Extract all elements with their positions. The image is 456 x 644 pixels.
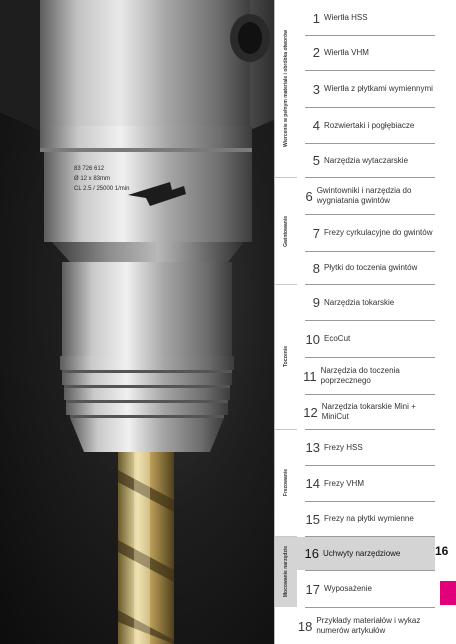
toc-item-7[interactable] [297, 215, 435, 251]
group-milling[interactable] [275, 430, 297, 536]
toc-number: 16 [304, 546, 319, 561]
toc-number: 9 [312, 295, 320, 310]
toc-item-10[interactable] [297, 321, 435, 357]
toc-item-1[interactable] [297, 2, 435, 34]
toc-item-16-active[interactable] [296, 537, 435, 570]
engraving-line-1: 83 726 612 [74, 166, 105, 172]
section-color-tab[interactable] [440, 581, 456, 605]
toc-label: Płytki do toczenia gwintów [324, 263, 418, 273]
toc-item-3[interactable] [297, 71, 435, 107]
toc-item-2[interactable] [297, 36, 435, 69]
toc-number: 5 [312, 153, 320, 168]
toc-label: Frezy VHM [324, 478, 364, 488]
group-threading[interactable] [275, 178, 297, 284]
toc-label: Rozwiertaki i pogłębiacze [324, 120, 415, 130]
toc-number: 15 [305, 511, 320, 527]
toc-item-9[interactable] [297, 285, 435, 320]
group-label-milling: Frezowanie [282, 469, 289, 497]
toc-number: 13 [305, 440, 320, 455]
toc-item-5[interactable] [297, 144, 435, 177]
toc-label: Wiertła HSS [324, 13, 368, 23]
toc-number: 11 [303, 368, 317, 384]
toc-number: 7 [312, 225, 320, 241]
toc-item-6[interactable] [297, 178, 435, 214]
engraving-line-3: CL 2.5 / 25000 1/min [74, 186, 130, 192]
toc-item-4[interactable] [297, 108, 435, 143]
toc-number: 18 [297, 618, 313, 634]
toc-number: 2 [312, 45, 320, 60]
toc-item-13[interactable] [297, 430, 435, 465]
toc-label: Przykłady materiałów i wykaz numerów artykułów [316, 616, 421, 635]
group-clamping[interactable] [275, 537, 297, 607]
toc-label: EcoCut [324, 334, 351, 344]
toc-item-12[interactable] [297, 395, 435, 429]
group-turning[interactable] [275, 285, 297, 429]
toc-number: 3 [312, 81, 320, 97]
toc-label: Frezy na płytki wymienne [324, 514, 414, 524]
toc-label: Wiertła VHM [324, 47, 369, 57]
toc-label: Narzędzia do toczenia poprzecznego [320, 366, 400, 385]
toc-item-17[interactable] [297, 571, 435, 607]
toc-number: 14 [305, 476, 320, 491]
current-section-number: 16 [435, 544, 449, 558]
toc-label: Uchwyty narzędziowe [323, 548, 401, 558]
group-drilling[interactable] [275, 0, 297, 177]
section-group-sidebar [275, 0, 297, 644]
toc-item-18[interactable] [297, 608, 435, 644]
group-label-threading: Gwintowanie [282, 215, 289, 247]
group-label-clamping: Mocowanie narzędzie [282, 546, 289, 598]
toc-label: Gwintowniki i narzędzia do wygniatania gwintów [316, 186, 412, 205]
group-label-drilling: Wiercenie w pełnym materiale i obróbka otworów [282, 30, 289, 147]
toc-item-15[interactable] [297, 502, 435, 536]
toc-number: 17 [305, 581, 320, 597]
toc-number: 8 [312, 260, 320, 276]
toc-label: Wyposażenie [324, 584, 372, 594]
toc-item-11[interactable] [297, 358, 435, 394]
toc-number: 6 [305, 188, 313, 204]
toc-label: Narzędzia tokarskie [324, 297, 395, 307]
toc-number: 1 [312, 10, 320, 26]
toc-label: Frezy cyrkulacyjne do gwintów [324, 228, 433, 238]
toc-number: 12 [303, 404, 318, 420]
toc-label: Wiertła z płytkami wymiennymi [324, 84, 433, 94]
table-of-contents [297, 0, 437, 644]
group-label-turning: Toczenie [282, 346, 289, 368]
toc-item-8[interactable] [297, 252, 435, 284]
engraving-line-2: Ø 12 x 83mm [74, 176, 111, 182]
toc-item-14[interactable] [297, 466, 435, 501]
toc-number: 4 [312, 118, 320, 133]
toc-label: Frezy HSS [324, 442, 363, 452]
toc-label: Narzędzia wytaczarskie [324, 155, 409, 165]
toc-number: 10 [305, 331, 320, 347]
toc-label: Narzędzia tokarskie Mini + MiniCut [321, 402, 416, 421]
